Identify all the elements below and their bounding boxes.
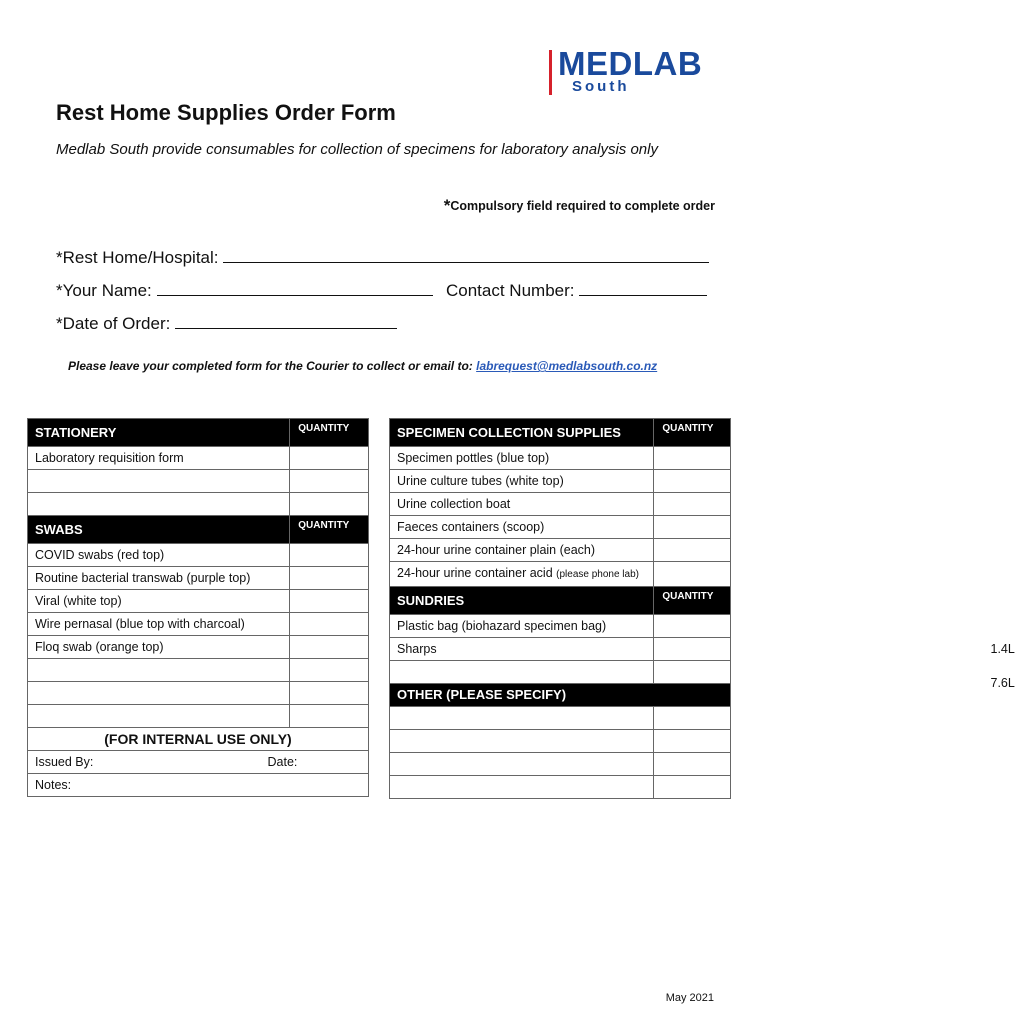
sharps-label: Sharps [397, 642, 437, 656]
date-of-order-field[interactable] [56, 311, 397, 335]
date-of-order-label: *Date of Order: [56, 314, 171, 333]
quantity-cell[interactable] [290, 567, 369, 590]
quantity-cell[interactable] [290, 590, 369, 613]
rest-home-label: *Rest Home/Hospital: [56, 248, 219, 267]
quantity-cell[interactable] [290, 613, 369, 636]
quantity-cell[interactable] [654, 776, 731, 799]
quantity-cell[interactable] [654, 470, 731, 493]
logo-accent-bar [549, 50, 552, 95]
quantity-cell[interactable] [654, 730, 731, 753]
swab-item[interactable] [28, 682, 290, 705]
swab-item: COVID swabs (red top) [28, 544, 290, 567]
quantity-cell[interactable] [290, 447, 369, 470]
acid-label: 24-hour urine container acid [397, 566, 553, 580]
specimen-item: Specimen pottles (blue top) [390, 447, 654, 470]
rest-home-field[interactable] [56, 245, 709, 269]
swab-item: Wire pernasal (blue top with charcoal) [28, 613, 290, 636]
other-item[interactable] [390, 707, 654, 730]
stationery-item[interactable] [28, 493, 290, 516]
contact-number-input-line[interactable] [579, 278, 707, 296]
specimen-quantity-header: QUANTITY [654, 419, 731, 447]
specimen-item: Urine collection boat [390, 493, 654, 516]
issued-by-row[interactable] [28, 751, 369, 774]
rest-home-input-line[interactable] [223, 245, 709, 263]
stationery-item[interactable] [28, 470, 290, 493]
notes-row[interactable] [28, 774, 369, 797]
quantity-cell[interactable] [654, 638, 731, 661]
notes-label: Notes: [35, 778, 72, 792]
other-item[interactable] [390, 730, 654, 753]
swab-item[interactable] [28, 659, 290, 682]
specimen-item: Faeces containers (scoop) [390, 516, 654, 539]
internal-use-title: (FOR INTERNAL USE ONLY) [28, 728, 369, 751]
internal-date-label: Date: [267, 755, 298, 769]
other-item[interactable] [390, 776, 654, 799]
swab-item: Floq swab (orange top) [28, 636, 290, 659]
stationery-quantity-header: QUANTITY [290, 419, 369, 447]
compulsory-star: * [443, 196, 451, 215]
quantity-cell[interactable] [654, 539, 731, 562]
quantity-cell[interactable] [654, 661, 731, 684]
right-order-table [389, 418, 1015, 799]
left-order-table [27, 418, 369, 797]
contact-number-field[interactable] [446, 278, 707, 302]
sharps-size-large: 7.6L [990, 676, 1015, 690]
quantity-cell[interactable] [654, 562, 731, 587]
compulsory-text: Compulsory field required to complete order [450, 199, 715, 213]
swabs-quantity-header: QUANTITY [290, 516, 369, 544]
page-subtitle: Medlab South provide consumables for collection of specimens for laboratory analysis only [56, 141, 658, 158]
stationery-header: STATIONERY [28, 419, 290, 447]
quantity-cell[interactable] [654, 615, 731, 638]
swab-item: Viral (white top) [28, 590, 290, 613]
courier-text: Please leave your completed form for the Courier to collect or email to: [68, 359, 473, 373]
issued-by-label: Issued By: [35, 755, 94, 769]
email-link[interactable]: labrequest@medlabsouth.co.nz [476, 359, 658, 373]
stationery-item: Laboratory requisition form [28, 447, 290, 470]
quantity-cell[interactable] [654, 447, 731, 470]
quantity-cell[interactable] [654, 753, 731, 776]
compulsory-note [444, 197, 715, 215]
other-header: OTHER (PLEASE SPECIFY) [390, 684, 731, 707]
sharps-item [390, 638, 1015, 661]
swab-item[interactable] [28, 705, 290, 728]
quantity-cell[interactable] [290, 659, 369, 682]
sundries-quantity-header: QUANTITY [654, 587, 731, 615]
sundries-item: Plastic bag (biohazard specimen bag) [390, 615, 654, 638]
specimen-item: Urine culture tubes (white top) [390, 470, 654, 493]
your-name-field[interactable] [56, 278, 433, 302]
contact-number-label: Contact Number: [446, 281, 575, 300]
specimen-item-acid [390, 562, 654, 587]
swabs-header: SWABS [28, 516, 290, 544]
your-name-input-line[interactable] [157, 278, 433, 296]
courier-note [68, 358, 657, 374]
quantity-cell[interactable] [290, 682, 369, 705]
sharps-size-small: 1.4L [990, 642, 1015, 656]
logo-south: South [572, 78, 630, 95]
page-title: Rest Home Supplies Order Form [56, 100, 396, 125]
quantity-cell[interactable] [654, 707, 731, 730]
swab-item: Routine bacterial transwab (purple top) [28, 567, 290, 590]
quantity-cell[interactable] [290, 705, 369, 728]
logo-medlab: MEDLAB [558, 45, 703, 82]
other-item[interactable] [390, 753, 654, 776]
specimen-header: SPECIMEN COLLECTION SUPPLIES [390, 419, 654, 447]
acid-note: (please phone lab) [556, 569, 639, 580]
quantity-cell[interactable] [654, 516, 731, 539]
quantity-cell[interactable] [654, 493, 731, 516]
quantity-cell[interactable] [290, 493, 369, 516]
footer-date: May 2021 [665, 992, 714, 1004]
quantity-cell[interactable] [290, 470, 369, 493]
sharps-item [390, 661, 1015, 690]
date-of-order-input-line[interactable] [175, 311, 397, 329]
quantity-cell[interactable] [290, 636, 369, 659]
your-name-label: *Your Name: [56, 281, 152, 300]
sundries-header: SUNDRIES [390, 587, 654, 615]
specimen-item: 24-hour urine container plain (each) [390, 539, 654, 562]
quantity-cell[interactable] [290, 544, 369, 567]
